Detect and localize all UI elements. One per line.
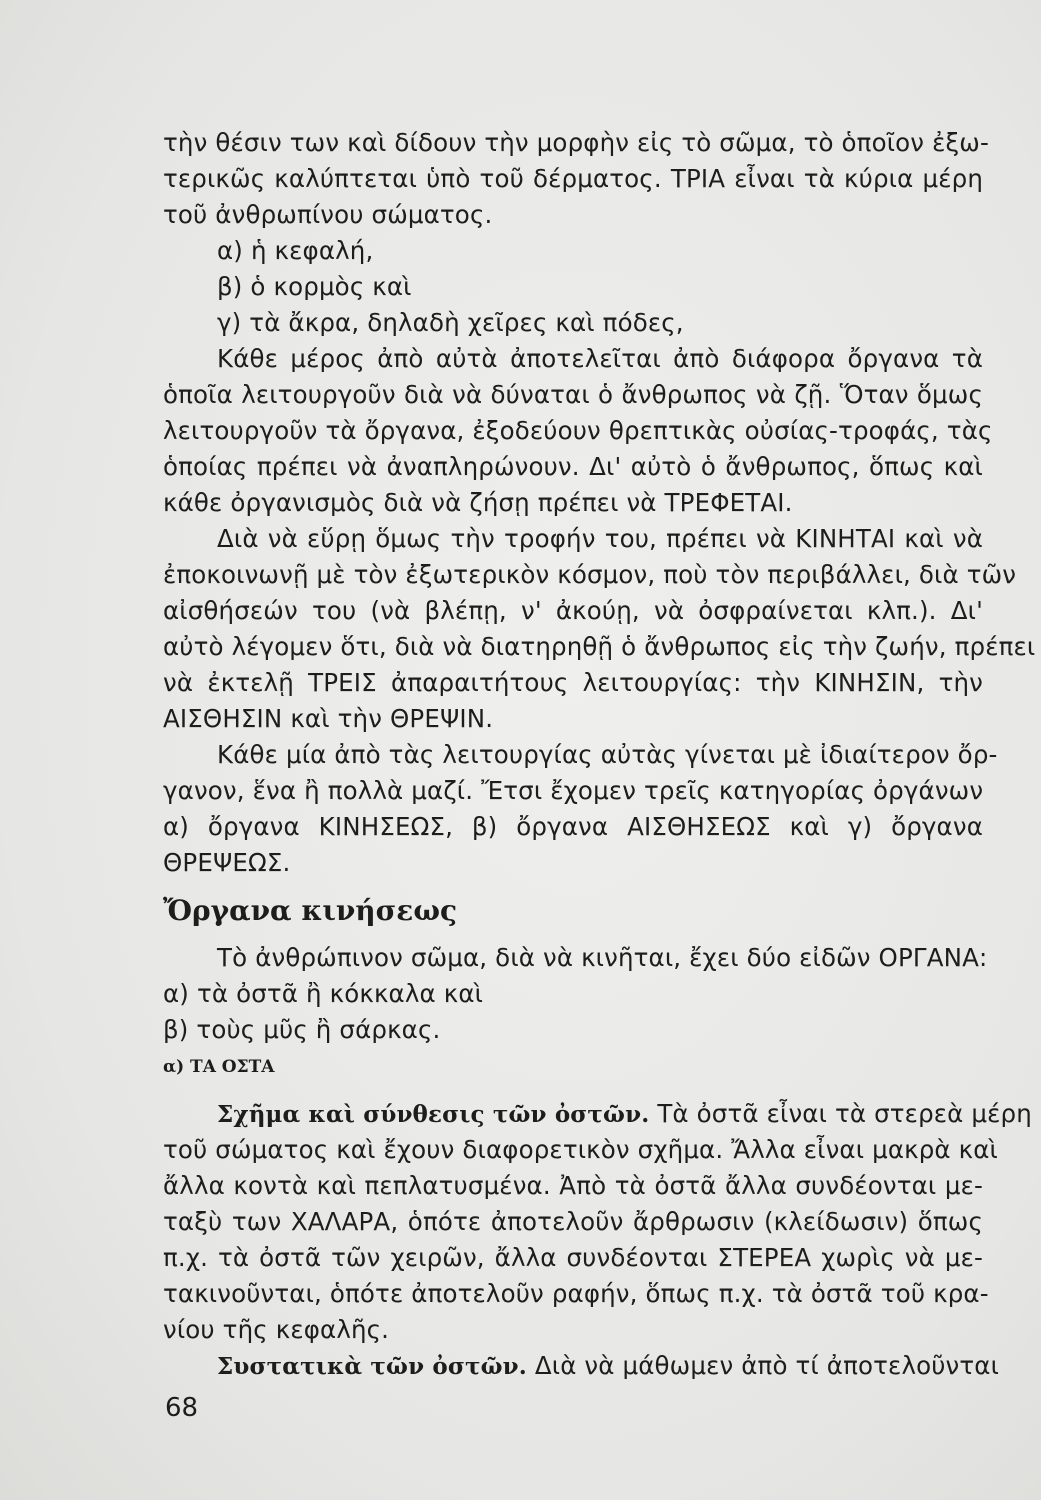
text-line: Τὸ ἀνθρώπινον σῶμα, διὰ νὰ κινῆται, ἔχει δύο εἰδῶν ΟΡΓΑΝΑ: bbox=[217, 943, 988, 972]
text-run: Τὰ ὀστᾶ εἶναι τὰ στερεὰ μέρη bbox=[657, 1099, 1032, 1128]
text-line: τοῦ ἀνθρωπίνου σώματος. bbox=[163, 200, 493, 229]
text-line: τερικῶς καλύπτεται ὑπὸ τοῦ δέρματος. ΤΡΙΑ εἶναι τὰ κύρια μέρη bbox=[163, 164, 983, 193]
list-item: α) τὰ ὀστᾶ ἢ κόκκαλα καὶ bbox=[163, 979, 484, 1008]
paragraph-title: Σχῆμα καὶ σύνθεσις τῶν ὀστῶν. bbox=[217, 1101, 650, 1128]
text-line: γανον, ἕνα ἢ πολλὰ μαζί. Ἔτσι ἔχομεν τρεῖς κατηγορίας ὀργάνων bbox=[163, 776, 984, 805]
text-line: ἐποκοινωνῇ μὲ τὸν ἐξωτερικὸν κόσμον, ποὺ τὸν περιβάλλει, διὰ τῶν bbox=[163, 560, 1017, 589]
text-line: Κάθε μέρος ἀπὸ αὐτὰ ἀποτελεῖται ἀπὸ διάφορα ὄργανα τὰ bbox=[217, 344, 983, 373]
list-item: γ) τὰ ἄκρα, δηλαδὴ χεῖρες καὶ πόδες, bbox=[217, 308, 684, 337]
text-line: Κάθε μία ἀπὸ τὰς λειτουργίας αὐτὰς γίνεται μὲ ἰδιαίτερον ὄρ- bbox=[217, 740, 998, 769]
text-line: κάθε ὀργανισμὸς διὰ νὰ ζήσῃ πρέπει νὰ ΤΡΕΦΕΤΑΙ. bbox=[163, 488, 793, 517]
subsection-heading: α) ΤΑ ΟΣΤΑ bbox=[163, 1057, 275, 1077]
text-line: τὴν θέσιν των καὶ δίδουν τὴν μορφὴν εἰς τὸ σῶμα, τὸ ὁποῖον ἐξω- bbox=[163, 128, 989, 157]
list-item: β) ὁ κορμὸς καὶ bbox=[217, 272, 412, 301]
text-line: λειτουργοῦν τὰ ὄργανα, ἐξοδεύουν θρεπτικὰς οὐσίας-τροφάς, τὰς bbox=[163, 416, 993, 445]
text-line: α) ὄργανα ΚΙΝΗΣΕΩΣ, β) ὄργανα ΑΙΣΘΗΣΕΩΣ καὶ γ) ὄργανα bbox=[163, 812, 983, 841]
paragraph-title: Συστατικὰ τῶν ὀστῶν. bbox=[217, 1353, 527, 1380]
text-line: τοῦ σώματος καὶ ἔχουν διαφορετικὸν σχῆμα. Ἄλλα εἶναι μακρὰ καὶ bbox=[163, 1135, 999, 1164]
text-line: ὁποῖα λειτουργοῦν διὰ νὰ δύναται ὁ ἄνθρωπος νὰ ζῇ. Ὅταν ὅμως bbox=[163, 380, 983, 409]
text-line: αἰσθήσεών του (νὰ βλέπῃ, ν' ἀκούῃ, νὰ ὀσφραίνεται κλπ.). Δι' bbox=[163, 596, 983, 625]
text-line: νίου τῆς κεφαλῆς. bbox=[163, 1315, 390, 1344]
section-heading: Ὄργανα κινήσεως bbox=[163, 894, 458, 927]
text-line: τακινοῦνται, ὁπότε ἀποτελοῦν ραφήν, ὅπως π.χ. τὰ ὀστᾶ τοῦ κρα- bbox=[163, 1279, 989, 1308]
text-line: Διὰ νὰ εὕρῃ ὅμως τὴν τροφήν του, πρέπει νὰ ΚΙΝΗΤΑΙ καὶ νὰ bbox=[217, 524, 983, 553]
text-run: Διὰ νὰ μάθωμεν ἀπὸ τί ἀποτελοῦνται bbox=[534, 1351, 1000, 1380]
text-line: αὐτὸ λέγομεν ὅτι, διὰ νὰ διατηρηθῇ ὁ ἄνθρωπος εἰς τὴν ζωήν, πρέπει bbox=[163, 632, 1036, 661]
text-line bbox=[217, 1348, 1000, 1385]
page-number: 68 bbox=[165, 1393, 199, 1423]
text-line: ΘΡΕΨΕΩΣ. bbox=[163, 848, 291, 877]
text-line: ἄλλα κοντὰ καὶ πεπλατυσμένα. Ἀπὸ τὰ ὀστᾶ ἄλλα συνδέονται με- bbox=[163, 1171, 983, 1200]
text-line: ὁποίας πρέπει νὰ ἀναπληρώνουν. Δι' αὐτὸ ὁ ἄνθρωπος, ὅπως καὶ bbox=[163, 452, 983, 481]
list-item: β) τοὺς μῦς ἢ σάρκας. bbox=[163, 1015, 441, 1044]
list-item: α) ἡ κεφαλή, bbox=[217, 236, 374, 265]
text-line: π.χ. τὰ ὀστᾶ τῶν χειρῶν, ἄλλα συνδέονται ΣΤΕΡΕΑ χωρὶς νὰ με- bbox=[163, 1243, 983, 1272]
text-line: νὰ ἐκτελῇ ΤΡΕΙΣ ἀπαραιτήτους λειτουργίας: τὴν ΚΙΝΗΣΙΝ, τὴν bbox=[163, 668, 983, 697]
text-line: ταξὺ των ΧΑΛΑΡΑ, ὁπότε ἀποτελοῦν ἄρθρωσιν (κλείδωσιν) ὅπως bbox=[163, 1207, 983, 1236]
text-line bbox=[217, 1096, 1032, 1133]
text-line: ΑΙΣΘΗΣΙΝ καὶ τὴν ΘΡΕΨΙΝ. bbox=[163, 704, 494, 733]
